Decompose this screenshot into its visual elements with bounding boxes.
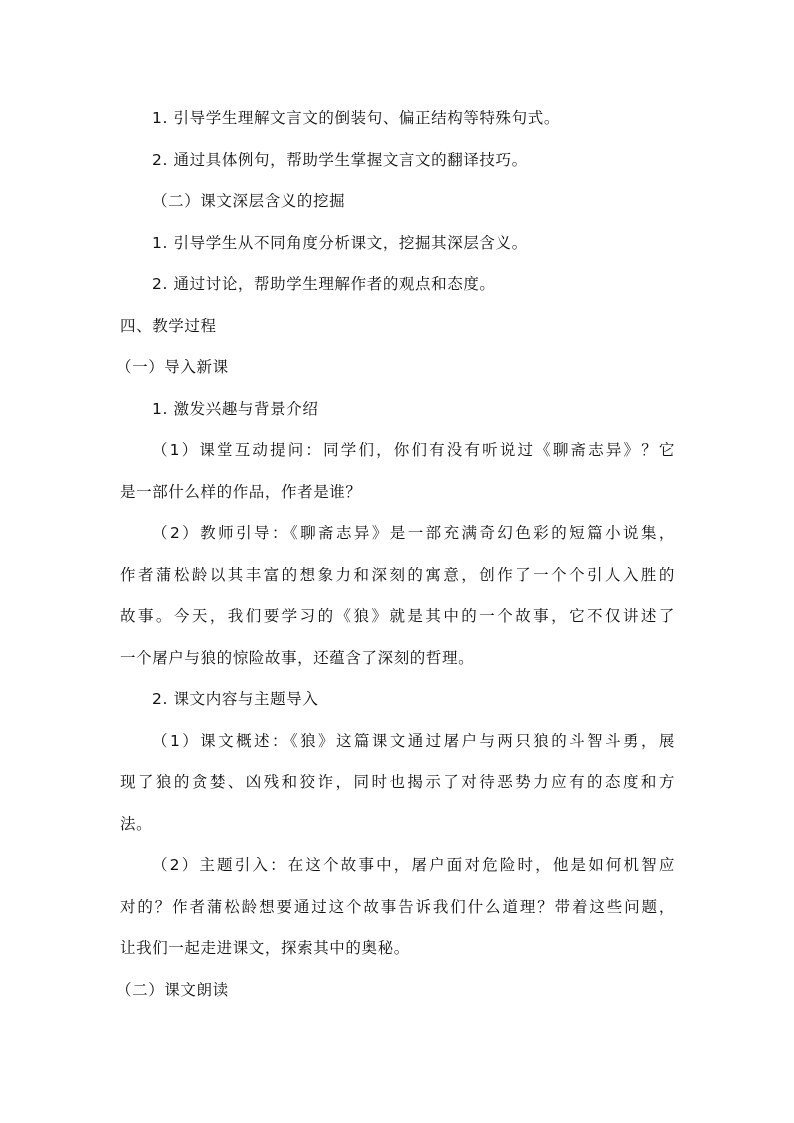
subheading-interest-background: 1. 激发兴趣与背景介绍: [152, 400, 319, 418]
text-line-18: 法。: [120, 815, 153, 833]
text-line-4: 1. 引导学生从不同角度分析课文，挖掘其深层含义。: [152, 234, 528, 252]
text-line-10: 是一部什么样的作品，作者是谁？: [120, 483, 362, 501]
text-line-1: 1. 引导学生理解文言文的倒装句、偏正结构等特殊句式。: [152, 109, 560, 127]
section-heading-teaching-process: 四、教学过程: [120, 317, 217, 335]
text-line-20: 对的？作者蒲松龄想要通过这个故事告诉我们什么道理？带着这些问题，: [120, 898, 675, 916]
text-line-14: 一个屠户与狼的惊险故事，还蕴含了深刻的哲理。: [120, 649, 475, 667]
section-heading-intro: （一）导入新课: [116, 358, 229, 376]
text-line-17: 现了狼的贪婪、凶残和狡诈，同时也揭示了对待恶势力应有的态度和方: [120, 773, 675, 791]
text-line-11: （2）教师引导：《聊斋志异》是一部充满奇幻色彩的短篇小说集，: [152, 524, 675, 542]
text-line-9: （1）课堂互动提问：同学们，你们有没有听说过《聊斋志异》？它: [152, 441, 675, 459]
text-line-2: 2. 通过具体例句，帮助学生掌握文言文的翻译技巧。: [152, 151, 528, 169]
text-line-19: （2）主题引入：在这个故事中，屠户面对危险时，他是如何机智应: [152, 856, 675, 874]
text-line-16: （1）课文概述：《狼》这篇课文通过屠户与两只狼的斗智斗勇，展: [152, 732, 675, 750]
text-line-13: 故事。今天，我们要学习的《狼》就是其中的一个故事，它不仅讲述了: [120, 607, 675, 625]
section-heading-deep-meaning: （二）课文深层含义的挖掘: [152, 192, 346, 210]
text-line-21: 让我们一起走进课文，探索其中的奥秘。: [120, 939, 410, 957]
text-line-12: 作者蒲松龄以其丰富的想象力和深刻的寓意，创作了一个个引人入胜的: [120, 566, 675, 584]
text-line-5: 2. 通过讨论，帮助学生理解作者的观点和态度。: [152, 275, 496, 293]
subheading-content-theme: 2. 课文内容与主题导入: [152, 690, 319, 708]
section-heading-reading: （二）课文朗读: [116, 981, 229, 999]
